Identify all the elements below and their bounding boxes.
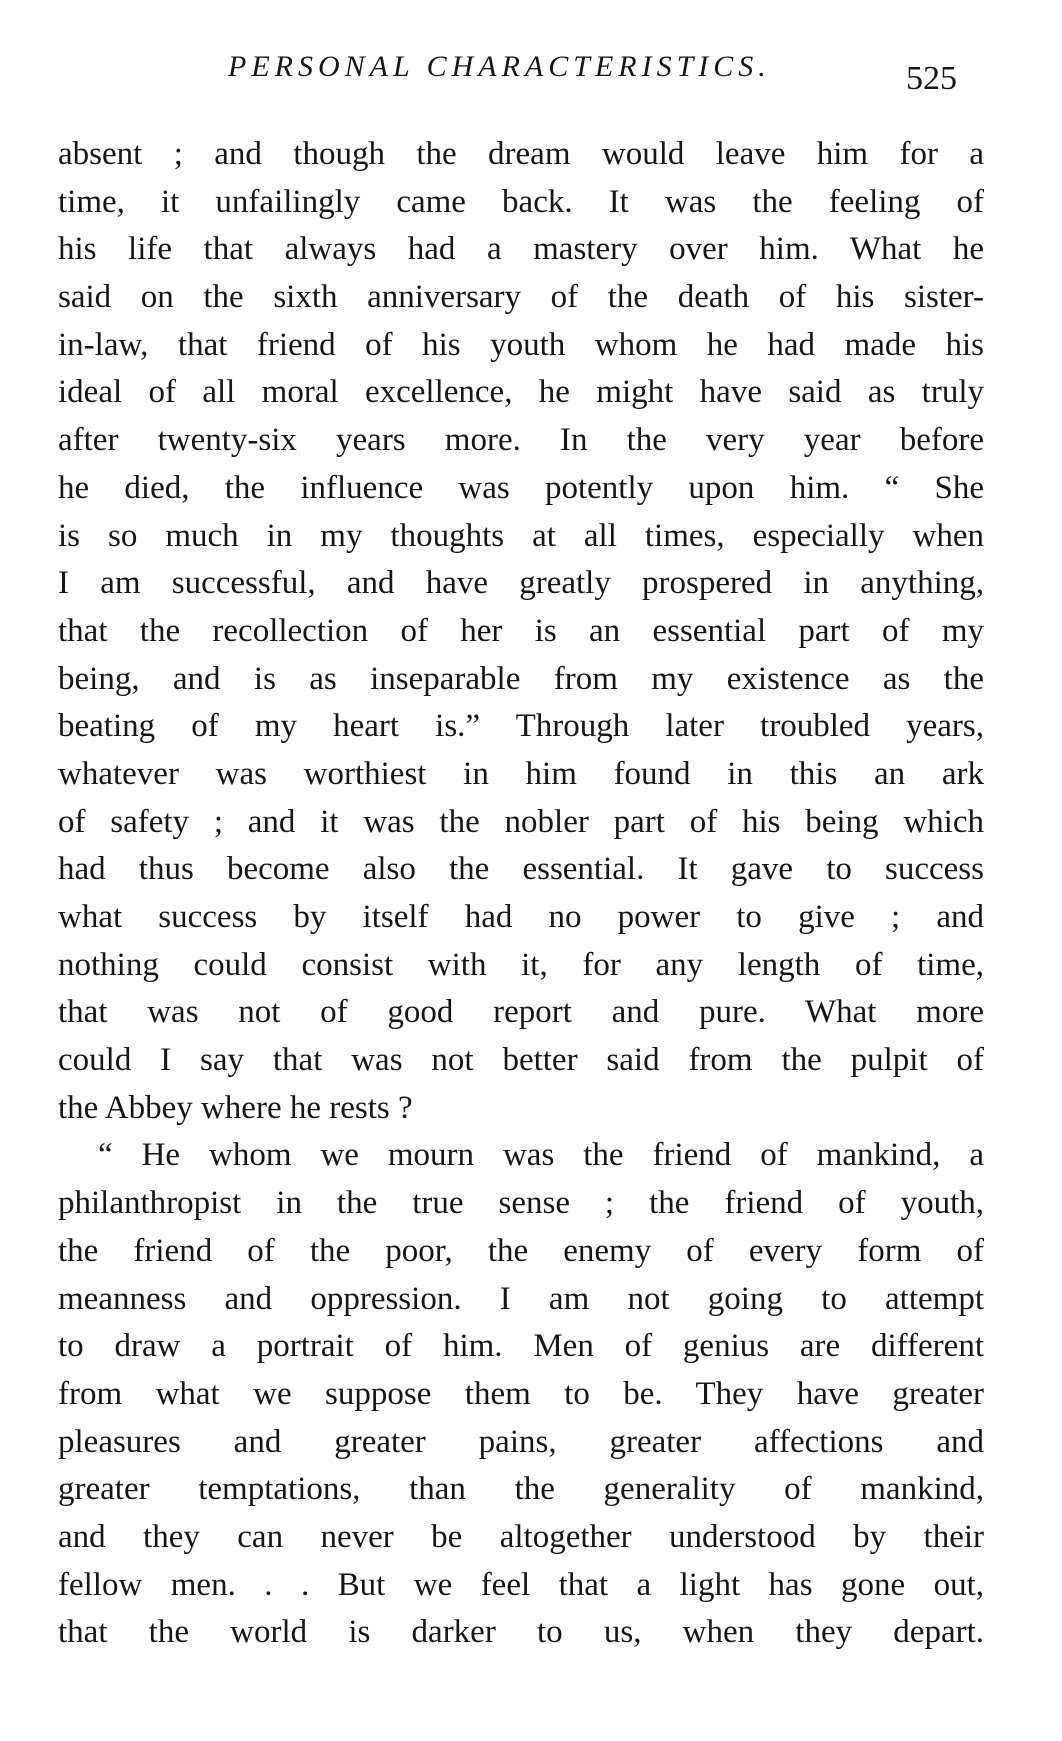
text-line: is so much in my thoughts at all times, especially when [58, 517, 984, 554]
text-line: had thus become also the essential. It gave to success [58, 851, 984, 888]
text-line: he died, the influence was potently upon him. “ She [58, 469, 984, 506]
text-line: that the recollection of her is an essential part of my [58, 612, 984, 649]
text-line: greater temptations, than the generality of mankind, [58, 1471, 984, 1508]
text-line: that the world is darker to us, when they depart. [58, 1614, 984, 1651]
text-line: ideal of all moral excellence, he might have said as truly [58, 374, 984, 411]
text-line: I am successful, and have greatly prospered in anything, [58, 565, 984, 602]
text-line: said on the sixth anniversary of the death of his sister- [58, 279, 984, 316]
text-line: fellow men. . . But we feel that a light has gone out, [58, 1566, 984, 1603]
text-line: his life that always had a mastery over him. What he [58, 231, 984, 268]
quote-start-line: “ He whom we mourn was the friend of mankind, a [98, 1137, 984, 1174]
text-line: time, it unfailingly came back. It was the feeling of [58, 183, 984, 220]
body-text [58, 131, 984, 1657]
text-line: beating of my heart is.” Through later troubled years, [58, 708, 984, 745]
page-number: 525 [906, 60, 957, 97]
running-head: PERSONAL CHARACTERISTICS. [228, 50, 771, 83]
text-line: whatever was worthiest in him found in this an ark [58, 755, 984, 792]
text-line: the friend of the poor, the enemy of every form of [58, 1232, 984, 1269]
text-line: meanness and oppression. I am not going to attempt [58, 1280, 984, 1317]
text-line: from what we suppose them to be. They have greater [58, 1375, 984, 1412]
text-line: of safety ; and it was the nobler part of his being which [58, 803, 984, 840]
text-line: could I say that was not better said from the pulpit of [58, 1042, 984, 1079]
text-line: after twenty-six years more. In the very year before [58, 422, 984, 459]
text-line: being, and is as inseparable from my existence as the [58, 660, 984, 697]
text-line: nothing could consist with it, for any length of time, [58, 946, 984, 983]
text-line: philanthropist in the true sense ; the friend of youth, [58, 1185, 984, 1222]
paragraph-end-line: the Abbey where he rests ? [58, 1089, 413, 1126]
text-line: that was not of good report and pure. What more [58, 994, 984, 1031]
text-line: in-law, that friend of his youth whom he had made his [58, 326, 984, 363]
text-line: pleasures and greater pains, greater affections and [58, 1423, 984, 1460]
text-line: and they can never be altogether understood by their [58, 1518, 984, 1555]
text-line: to draw a portrait of him. Men of genius are different [58, 1328, 984, 1365]
text-line: what success by itself had no power to give ; and [58, 899, 984, 935]
text-line: absent ; and though the dream would leave him for a [58, 136, 984, 172]
